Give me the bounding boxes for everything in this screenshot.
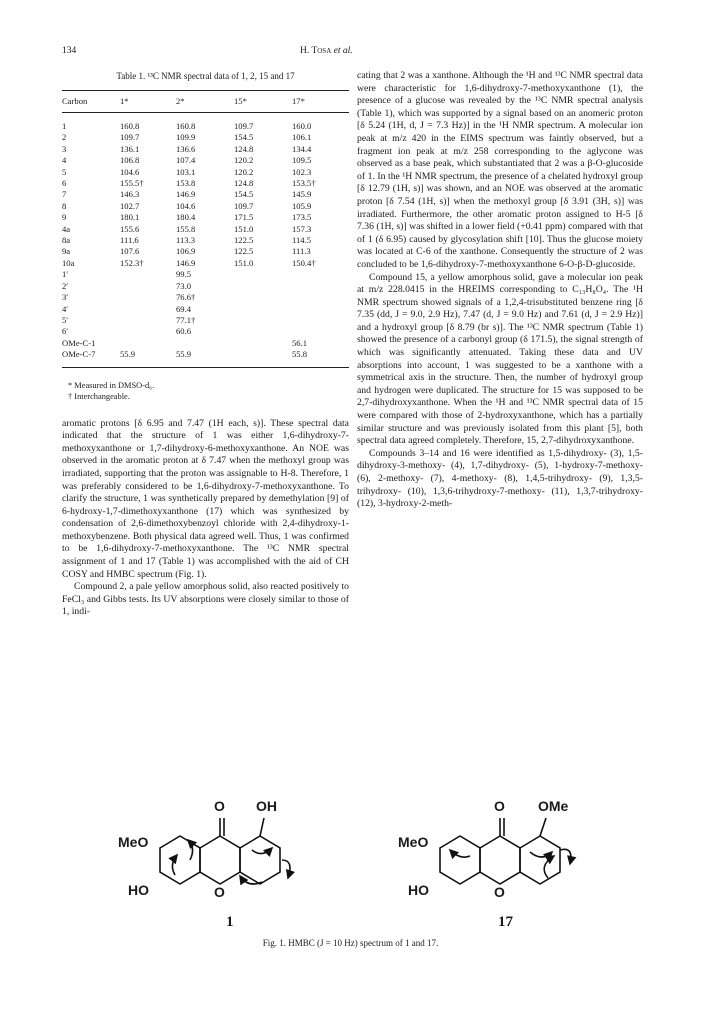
table-footnotes (62, 380, 349, 402)
structure-17 (440, 818, 571, 884)
table-row (62, 246, 349, 257)
table-body (62, 113, 349, 368)
carbon-label-cell: 3 (62, 143, 67, 154)
running-head-author: H. Tosa (300, 46, 332, 56)
table-row (62, 144, 349, 155)
carbon-label-cell: 1 (62, 121, 67, 131)
shift-value-cell: 111.3 (292, 246, 311, 257)
table-row (62, 113, 349, 133)
shift-value-cell (120, 281, 176, 292)
shift-value-cell: 107.6 (120, 246, 140, 257)
carbon-label-cell: OMe-C-7 (62, 349, 120, 367)
ring-b-17 (520, 836, 560, 884)
shift-value-cell (234, 349, 292, 367)
shift-value-cell (120, 269, 176, 280)
table-row (62, 132, 349, 143)
shift-value-cell: 160.0 (292, 121, 312, 131)
shift-value-cell: 55.8 (292, 349, 349, 367)
oh-label-1: OH (256, 798, 277, 814)
structure-1 (160, 818, 290, 884)
shift-value-cell (234, 281, 292, 292)
shift-value-cell: 106.8 (120, 155, 140, 166)
table-row (62, 212, 349, 223)
left-column (62, 70, 349, 619)
table-row (62, 315, 349, 326)
running-head (300, 46, 353, 56)
hmbc-arrow (240, 876, 262, 884)
compound-number-1: 1 (226, 914, 234, 930)
carbon-label-cell: 3′ (62, 292, 69, 303)
shift-value-cell: 146.9 (176, 257, 196, 268)
table-row (62, 235, 349, 246)
shift-value-cell: 155.8 (176, 223, 196, 234)
shift-value-cell (234, 304, 292, 315)
table-row (62, 155, 349, 166)
shift-value-cell: 104.6 (176, 200, 196, 211)
column-header: 2* (176, 90, 234, 112)
shift-value-cell: 105.9 (292, 200, 312, 211)
shift-value-cell: 109.7 (120, 132, 140, 143)
shift-value-cell: 111.6 (120, 235, 139, 246)
shift-value-cell: 76.6† (176, 292, 196, 303)
shift-value-cell (234, 338, 292, 349)
ring-c-17 (480, 836, 520, 884)
shift-value-cell (292, 304, 349, 315)
shift-value-cell: 109.7 (234, 200, 254, 211)
shift-value-cell: 120.2 (234, 166, 254, 177)
shift-value-cell: 122.5 (234, 246, 254, 257)
table-caption: Table 1. ¹³C NMR spectral data of 1, 2, 15 and 17 (116, 71, 295, 81)
ring-o-label-1: O (214, 884, 225, 900)
ome-bond-17 (540, 818, 546, 836)
table-row (62, 269, 349, 280)
shift-value-cell (120, 338, 176, 349)
carbon-label-cell: 6 (62, 178, 67, 189)
shift-value-cell (292, 269, 349, 280)
shift-value-cell: 160.8 (120, 121, 140, 131)
carbon-label-cell: 9a (62, 246, 71, 257)
ho-label-17: HO (408, 882, 429, 898)
carbon-label-cell: 2 (62, 132, 67, 143)
shift-value-cell: 109.5 (292, 155, 312, 166)
shift-value-cell: 146.3 (120, 189, 140, 200)
shift-value-cell (292, 315, 349, 326)
carbon-label-cell: 6′ (62, 326, 69, 337)
shift-value-cell (234, 326, 292, 337)
shift-value-cell: 109.9 (176, 132, 196, 143)
left-paragraph: Compound 2, a pale yellow amorphous solid, also reacted positively to FeCl₃ and Gibbs tests. Its UV absorptions were closely similar to those of 1, indi- (62, 581, 349, 618)
table-header-row (62, 90, 349, 112)
shift-value-cell: 154.5 (234, 189, 254, 200)
shift-value-cell: 122.5 (234, 235, 254, 246)
shift-value-cell: 180.1 (120, 212, 140, 223)
table-row (62, 326, 349, 337)
table-row (62, 292, 349, 303)
shift-value-cell: 77.1† (176, 314, 196, 325)
table-row (62, 189, 349, 200)
shift-value-cell: 160.8 (176, 121, 196, 131)
shift-value-cell: 102.3 (292, 166, 312, 177)
shift-value-cell (120, 315, 176, 326)
shift-value-cell: 155.5† (120, 178, 144, 189)
hmbc-arrow (282, 860, 290, 878)
shift-value-cell: 157.3 (292, 223, 312, 234)
shift-value-cell: 173.5 (292, 212, 312, 223)
shift-value-cell: 102.7 (120, 200, 140, 211)
shift-value-cell: 120.2 (234, 155, 254, 166)
shift-value-cell (234, 269, 292, 280)
table-row (62, 304, 349, 315)
column-header: 17* (292, 90, 349, 112)
shift-value-cell: 145.9 (292, 189, 312, 200)
hmbc-arrow (544, 856, 554, 878)
hmbc-arrow (530, 852, 552, 857)
table-row (62, 281, 349, 292)
ring-b-1 (240, 836, 280, 884)
shift-value-cell: 56.1 (292, 337, 308, 348)
shift-value-cell: 152.3† (120, 257, 144, 268)
ome-label-17: OMe (538, 798, 569, 814)
column-header: 15* (234, 90, 292, 112)
figure-caption: Fig. 1. HMBC (J = 10 Hz) spectrum of 1 and 17. (262, 938, 439, 948)
shift-value-cell: 60.6 (176, 326, 192, 337)
running-head-suffix: et al. (331, 46, 353, 56)
carbon-label-cell: 5 (62, 166, 67, 177)
right-paragraph: cating that 2 was a xanthone. Although the ¹H and ¹³C NMR spectral data were characteristic for 1,6-dihydroxy-7-methoxyxanthone (1), the presence of a glucose was revealed by the ¹³C NMR spectral analysis (Table 1), which was supported by a signal based on an anomeric proton [δ 5.24 (1H, d, J = 7.3 Hz)] in the ¹H NMR spectrum. A molecular ion peak at m/z 420 in the EIMS spectrum was faintly observed, but a fragment ion peak at m/z 258 corresponding to the aglycone was observed as a base peak, which substantiated that 2 was a β-O-glucoside of 1. In the ¹H NMR spectrum, the presence of a chelated hydroxyl group [δ 12.79 (1H, s)] was shown, and an NOE was observed at the aromatic proton [δ 7.54 (1H, s)] when the methoxyl group [δ 3.91 (3H, s)] was irradiated. Furthermore, the other aromatic proton assigned to H-5 [δ 7.36 (1H, s)] was shifted in a lower field (+0.41 ppm) compared with that of 1 (δ 6.95) caused by glycosylation shift [10]. Thus the glucose moiety was located at C-6 of the xanthone. Consequently the structure of 2 was concluded to be 1,6-dihydroxy-7-methoxyxanthone 6-O-β-D-glucoside. (357, 70, 643, 270)
carbon-label-cell: 9 (62, 212, 67, 223)
shift-value-cell (120, 304, 176, 315)
shift-value-cell: 151.0 (234, 257, 254, 268)
oh-bond-1 (260, 818, 264, 836)
carbonyl-o-label-17: O (494, 798, 505, 814)
shift-value-cell: 69.4 (176, 303, 192, 314)
carbon-label-cell: 4a (62, 223, 71, 234)
shift-value-cell (234, 315, 292, 326)
table-row (62, 338, 349, 349)
shift-value-cell (120, 326, 176, 337)
shift-value-cell: 136.6 (176, 143, 196, 154)
shift-value-cell: 151.0 (234, 223, 254, 234)
shift-value-cell: 153.5† (292, 178, 316, 189)
hmbc-arrow (560, 849, 571, 864)
column-header: Carbon (62, 90, 120, 112)
carbon-label-cell: OMe-C-1 (62, 337, 96, 348)
shift-value-cell: 134.4 (292, 143, 312, 154)
table-row (62, 258, 349, 269)
shift-value-cell (120, 292, 176, 303)
hmbc-figure (0, 790, 701, 990)
carbon-label-cell: 4′ (62, 303, 69, 314)
shift-value-cell: 113.3 (176, 235, 196, 246)
shift-value-cell (176, 338, 234, 349)
shift-value-cell: 153.8 (176, 178, 196, 189)
carbon-label-cell: 2′ (62, 280, 69, 291)
shift-value-cell: 146.9 (176, 189, 196, 200)
table-row (62, 201, 349, 212)
footnote-solvent: * Measured in DMSO-d₆. (68, 380, 155, 390)
shift-value-cell (292, 326, 349, 337)
shift-value-cell (292, 292, 349, 303)
shift-value-cell: 154.5 (234, 132, 254, 143)
table-row (62, 349, 349, 367)
shift-value-cell: 55.9 (176, 349, 234, 367)
shift-value-cell: 150.4† (292, 257, 316, 268)
structure-drawings (0, 790, 701, 940)
carbon-label-cell: 5′ (62, 314, 69, 325)
shift-value-cell: 124.8 (234, 178, 254, 189)
shift-value-cell (234, 292, 292, 303)
carbonyl-o-label-1: O (214, 798, 225, 814)
shift-value-cell: 103.1 (176, 166, 196, 177)
hmbc-arrow (172, 855, 177, 875)
shift-value-cell: 114.5 (292, 235, 312, 246)
ring-a-17 (440, 836, 480, 884)
ho-label-1: HO (128, 882, 149, 898)
carbon-label-cell: 7 (62, 189, 67, 200)
shift-value-cell: 171.5 (234, 212, 254, 223)
table-row (62, 224, 349, 235)
ring-o-label-17: O (494, 884, 505, 900)
footnote-interchangeable: † Interchangeable. (68, 391, 130, 401)
meo-label-17: MeO (398, 834, 429, 850)
shift-value-cell: 106.9 (176, 246, 196, 257)
hmbc-arrow (450, 850, 470, 857)
shift-value-cell: 55.9 (120, 349, 176, 367)
compound-number-17: 17 (498, 914, 513, 930)
shift-value-cell: 180.4 (176, 212, 196, 223)
shift-value-cell: 104.6 (120, 166, 140, 177)
page-number: 134 (62, 46, 77, 56)
table-row (62, 178, 349, 189)
shift-value-cell: 109.7 (234, 121, 254, 131)
carbon-label-cell: 10a (62, 257, 75, 268)
meo-label-1: MeO (118, 834, 149, 850)
carbon-label-cell: 1′ (62, 269, 69, 280)
carbon-label-cell: 4 (62, 155, 67, 166)
left-paragraph: aromatic protons [δ 6.95 and 7.47 (1H each, s)]. These spectral data indicated that the structure of 1 was either 1,6-dihydroxy-7-methoxyxanthone or 1,7-dihydroxy-6-methoxyxanthone. An NOE was observed in the aromatic proton at δ 7.47 when the methoxyl group was irradiated, supporting that the proton was assignable to H-8. Therefore, 1 was preferably considered to be 1,6-dihydroxy-7-methoxyxanthone. To clarify the structure, 1 was synthetically prepared by demethylation [9] of 6-hydroxy-1,7-dimethoxyxanthone (17) which was synthesized by condensation of 2,6-dimethoxybenzoyl chloride with 2,4-dihydroxy-1-methoxybenzene. Both physical data agreed well. Thus, 1 was confirmed to be 1,6-dihydroxy-7-methoxyxanthone. The ¹³C NMR spectral assignment of 1 and 17 (Table 1) was accomplished with the aid of CH COSY and HMBC spectrum (Fig. 1). (62, 417, 349, 580)
shift-value-cell: 73.0 (176, 280, 192, 291)
right-column (357, 70, 643, 511)
shift-value-cell: 136.1 (120, 143, 140, 154)
right-paragraph: Compound 15, a yellow amorphous solid, gave a molecular ion peak at m/z 228.0415 in the HREIMS corresponding to C₁₃H₈O₄. The ¹H NMR spectrum showed signals of a 1,2,4-trisubstituted benzene ring [δ 7.35 (dd, J = 9.0, 2.9 Hz), 7.47 (d, J = 9.0 Hz) and 7.61 (d, J = 2.9 Hz)] and a hydroxyl group [δ 8.79 (br s)]. The ¹³C NMR spectrum (Table 1) showed the presence of a carbonyl group (δ 171.5), the signal strength of which was significantly attenuated. Taking these data and UV absorptions into account, 1 was suggested to be a xanthone with a symmetrical axis in the structure. Then, the number of hydroxyl group and hydrogen were duplicated. The structure for 15 was supposed to be 2,7-dihydroxyxanthone. When the ¹H and ¹³C NMR spectral data of 15 were compared with those of 2-hydroxyxanthone, which has a partially similar structure and was previously isolated from this plant [5], both spectral data agreed completely. Therefore, 15, 2,7-dihydroxyxanthone. (357, 271, 643, 447)
nmr-table (62, 90, 349, 368)
hmbc-arrow (252, 848, 272, 854)
ring-c-1 (200, 836, 240, 884)
right-paragraph: Compounds 3–14 and 16 were identified as 1,5-dihydroxy- (3), 1,5-dihydroxy-3-methoxy- (4), 1,7-dihydroxy- (5), 1-hydroxy-7-methoxy- (6), 2-methoxy- (7), 4-methoxy- (8), 1,4,5-trihydroxy- (9), 1,3,5-trihydroxy- (10), 1,3,6-trihydroxy-7-methoxy- (11), 1,3,7-trihydroxy- (12), 3-hydroxy-2-meth- (357, 447, 643, 510)
shift-value-cell: 106.1 (292, 132, 312, 143)
carbon-label-cell: 8 (62, 200, 67, 211)
carbon-label-cell: 8a (62, 235, 71, 246)
shift-value-cell (292, 281, 349, 292)
shift-value-cell: 99.5 (176, 269, 192, 280)
ring-a-1 (160, 836, 200, 884)
column-header: 1* (120, 90, 176, 112)
shift-value-cell: 124.8 (234, 143, 254, 154)
shift-value-cell: 107.4 (176, 155, 196, 166)
table-row (62, 167, 349, 178)
shift-value-cell: 155.6 (120, 223, 140, 234)
